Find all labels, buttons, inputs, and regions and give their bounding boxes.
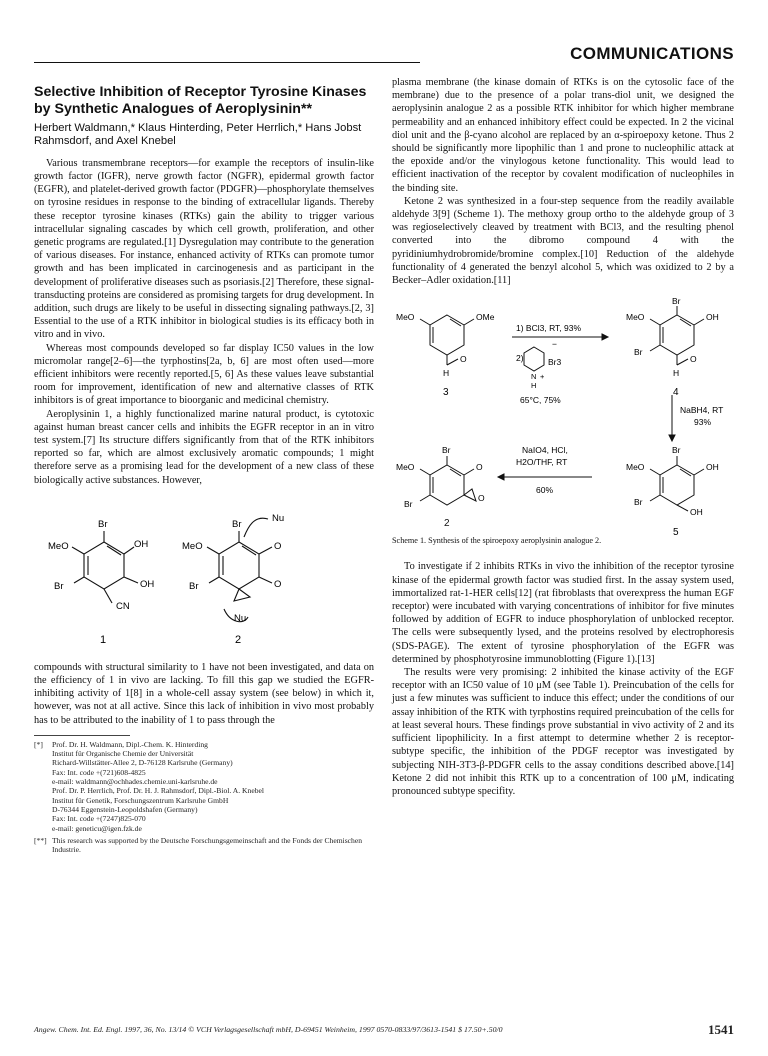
c3-ome: OMe <box>476 312 495 323</box>
scheme-caption: Scheme 1. Synthesis of the spiroepoxy aeroplysinin analogue 2. <box>392 536 602 546</box>
scheme-2-number: 2 <box>444 518 450 530</box>
fn1-line: Institut für Organische Chemie der Universität <box>52 749 194 759</box>
fn1-line: e-mail: waldmann@ochhades.chemie.uni-karlsruhe.de <box>52 777 218 787</box>
structures-1-2 <box>34 497 374 653</box>
c4-meo: MeO <box>626 312 645 323</box>
c4-o: O <box>690 354 697 365</box>
fn1-line: Fax: Int. code +(721)608-4825 <box>52 767 146 777</box>
article-title: Selective Inhibition of Receptor Tyrosine Kinases by Synthetic Analogues of Aeroplysinin** <box>34 84 367 117</box>
c1-cn: CN <box>116 600 130 612</box>
step2-conditions: 65°C, 75% <box>520 395 561 406</box>
c4-br: Br <box>634 347 643 358</box>
footer-citation: Angew. Chem. Int. Ed. Engl. 1997, 36, No. 13/14 © VCH Verlagsgesellschaft mbH, D-69451 Weinheim, 1997 0570-0833/97/3613-1541 $ 17.50+.50/0 <box>34 1025 503 1034</box>
right-paragraph-2: Ketone 2 was synthesized in a four-step sequence from the readily available aldehyde 3[9] (Scheme 1). The methoxy group ortho to the aldehyde group of 3 was regioselectively cleaved by treatment with BCl3, and the resulting phenol converted into the dibromo compound 4 with the pyridiniumhydrobromide/bromine complex.[10] Reduction of the aldehyde functionality of 4 generated the benzyl alcohol 5, which was oxidized to 2 by a Becker–Adler oxidation.[11] <box>392 195 734 287</box>
c2s-meo: MeO <box>396 462 415 473</box>
c3-h: H <box>443 368 450 379</box>
step4-reagent-b: H2O/THF, RT <box>516 457 568 468</box>
left-paragraph-4: compounds with structural similarity to 1 have not been investigated, and data on the efficiency of 1 in vivo are lacking. To fill this gap we studied the EGFR-inhibiting activity of 1[8] in a whole-cell assay system (see below) in which it, however, was not at all active. Since this lack of inhibition in vivo most probably has to be attributed to the inability of 1 to pass through the <box>34 661 374 726</box>
fn1-line: e-mail: geneticu@igen.fzk.de <box>52 823 142 833</box>
c2-o2: O <box>274 578 282 590</box>
step3-yield: 93% <box>694 417 712 428</box>
c1-number: 1 <box>100 633 107 646</box>
footnote-rule <box>34 735 130 736</box>
right-paragraph-3: To investigate if 2 inhibits RTKs in vivo the inhibition of the receptor tyrosine kinase of the epidermal growth factor was studied first. In the assay system used, immortalized rat-1-HER cells[12] (rat fibroblasts that overexpress the human EGF receptor) were incubated with varying concentrations of inhibitor for five minutes followed by addition of EGFR to induce phosphorylation of unblocked receptor. The cells were subsequently lysed, and the proteins resolved by electrophoresis (SDS-PAGE). The extent of tyrosine phosphorylation of the EGFR was determined by phosphotyrosine immunoblotting (Figure 1).[13] <box>392 561 734 665</box>
c5-oh2: OH <box>690 507 703 518</box>
c3-meo: MeO <box>396 312 415 323</box>
c2-meo: MeO <box>182 540 203 552</box>
pyridinium-plus: + <box>540 372 545 382</box>
pyridinium-h: H <box>531 381 537 391</box>
article-authors: Herbert Waldmann,* Klaus Hinterding, Peter Herrlich,* Hans Jobst Rahmsdorf, and Axel Knebel <box>34 121 362 148</box>
c2s-br: Br <box>404 499 413 510</box>
c4-h: H <box>673 368 680 379</box>
c2-br-left: Br <box>189 580 199 592</box>
fn1-line: Fax: Int. code +(7247)825-070 <box>52 814 146 824</box>
left-paragraph-1: Various transmembrane receptors—for example the receptors of insulin-like growth factor (IGFR), nerve growth factor (NGFR), epidermal growth factor (EGFR), and platelet-derived growth factor (PDGFR)—phosphorylate themselves on tyrosine residues in response to the binding of extracellular ligands. Thereby these receptor tyrosine kinases (RTKs) gain the ability to trigger various intracellular signaling cascades by which cell growth, proliferation, and other genetic programs are regulated.[1] Dysregulation may contribute to the generation of various diseases. For instance, enhanced activity of RTKs can promote tumor growth and has been implicated in carcinogenesis and as participant in the development of proliferative diseases such as psoriasis.[2] Therefore, these signal-transducting proteins are considered as promising targets for drug development. In addition, such drugs are likely to be useful in dissecting signaling pathways.[2, 3] Essential to the use of a RTK inhibitor in biological studies is its efficacy both in vitro and in vivo. <box>34 157 374 341</box>
right-column <box>392 76 734 798</box>
c2s-o: O <box>476 462 483 473</box>
left-paragraph-2: Whereas most compounds developed so far display IC50 values in the low micromolar range[2–6]—the tyrphostins[2a, b, 6] are most often used—more efficient inhibitors were recently reported.[5, 6] As these values leave substantial room for improvement, identification of new and alternative classes of RTK inhibitors is of great importance to bioorganic and medicinal chemistry. <box>34 342 374 407</box>
c1-br-left: Br <box>54 580 64 592</box>
step1-label: 1) BCl3, RT, 93% <box>516 323 582 334</box>
c5-oh: OH <box>706 462 719 473</box>
scheme-1 <box>392 295 734 539</box>
footnote-1 <box>34 740 374 833</box>
right-paragraph-1: plasma membrane (the kinase domain of RTKs is on the cytosolic face of the membrane) due to the presence of a polar trans-diol unit, we designed the aeroplysinin analogue 2 as a possible RTK inhibitor for which higher membrane permeability and an enhanced inhibitory effect could be expected. In 2 the vicinal diol unit and the β-cyano alcohol are replaced by an α-spiroepoxy ketone. Thus 2 should be significantly more lipophilic than 1 and prone to nucleophilic attack at the epoxide and/or the vinylogous ketone functionality. This would lead to efficient inactivation of the receptor by covalent modification of nucleophiles in the binding site. <box>392 77 734 194</box>
c2-nu-bottom: Nu <box>234 612 247 624</box>
fn1-line: Richard-Willstätter-Allee 2, D-76128 Karlsruhe (Germany) <box>52 758 233 768</box>
footnote-1-mark: [*] <box>34 739 43 749</box>
c2s-br-top: Br <box>442 445 451 456</box>
footnote-2 <box>34 836 374 855</box>
c5-number: 5 <box>673 527 679 539</box>
footnotes <box>34 740 374 855</box>
step3-label: NaBH4, RT <box>680 405 724 416</box>
c1-br-top: Br <box>98 518 108 530</box>
step4-reagent-a: NaIO4, HCl, <box>522 445 568 456</box>
page-number: 1541 <box>708 1022 734 1037</box>
footnote-2-mark: [**] <box>34 835 47 845</box>
fn1-line: Institut für Genetik, Forschungszentrum Karlsruhe GmbH <box>52 795 229 805</box>
pyridinium-n: N <box>531 372 537 382</box>
right-paragraph-4: The results were very promising: 2 inhibited the kinase activity of the EGF receptor with an IC50 value of 10 μM (see Table 1). Preincubation of the cells for just a few minutes was sufficient to induce this effect; under the conditions of our assay inhibition of the RTK with tyrphostins required preincubation of the cells for at least several hours. These findings prove substantial in vivo activity of 2 and its sufficient lipophilicity. In a first attempt to determine whether 2 is receptor-subtype specific, the inhibition of the PDGF receptor was investigated by subjecting NIH-3T3-β-PDGFR cells to the assay conditions described above.[14] Ketone 2 did not inhibit this RTK up to a concentration of 100 μM, indicating pronounced subtype specifity. <box>392 667 734 797</box>
c4-number: 4 <box>673 387 679 399</box>
scheme-drawing <box>392 295 734 539</box>
pyridinium-minus: − <box>552 339 557 350</box>
c1-oh: OH <box>134 538 149 550</box>
fn1-line: Prof. Dr. H. Waldmann, Dipl.-Chem. K. Hinterding <box>52 739 208 749</box>
c4-oh: OH <box>706 312 719 323</box>
c3-number: 3 <box>443 387 449 399</box>
c2s-o2: O <box>478 493 485 504</box>
c2-number: 2 <box>235 633 242 646</box>
c2-o: O <box>274 540 282 552</box>
fn2-line: This research was supported by the Deutsche Forschungsgemeinschaft and the Fonds der Chemischen Industrie. <box>52 835 363 855</box>
fn1-line: Prof. Dr. P. Herrlich, Prof. Dr. H. J. Rahmsdorf, Dipl.-Biol. A. Knebel <box>52 786 264 796</box>
c1-meo: MeO <box>48 540 69 552</box>
left-column <box>34 76 374 857</box>
c5-br: Br <box>634 497 643 508</box>
c2-nu-top: Nu <box>272 512 285 524</box>
c3-o: O <box>460 354 467 365</box>
c4-br-top: Br <box>672 296 681 307</box>
left-paragraph-3: Aeroplysinin 1, a highly functionalized marine natural product, is cytotoxic against human breast cancer cells and inhibits the EGFR receptor in an in vitro test system.[7] Its structure differs significantly from that of the RTK inhibitors reported so far, which are almost exclusively aromatic compounds; 1 might therefore serve as a promising lead for the development of a new class of these biologically active substances. However, <box>34 408 374 486</box>
c5-br-top: Br <box>672 445 681 456</box>
section-header: COMMUNICATIONS <box>570 44 734 63</box>
step4-yield: 60% <box>536 485 554 496</box>
c2-br-top: Br <box>232 518 242 530</box>
page-footer <box>34 1022 734 1037</box>
step2-label: 2) <box>516 353 524 364</box>
fn1-line: D-76344 Eggenstein-Leopoldshafen (Germany) <box>52 804 198 814</box>
structure-drawing <box>34 497 364 653</box>
c5-meo: MeO <box>626 462 645 473</box>
step2-reagent: Br3 <box>548 357 562 368</box>
header-rule <box>34 62 420 63</box>
c1-oh2: OH <box>140 578 155 590</box>
